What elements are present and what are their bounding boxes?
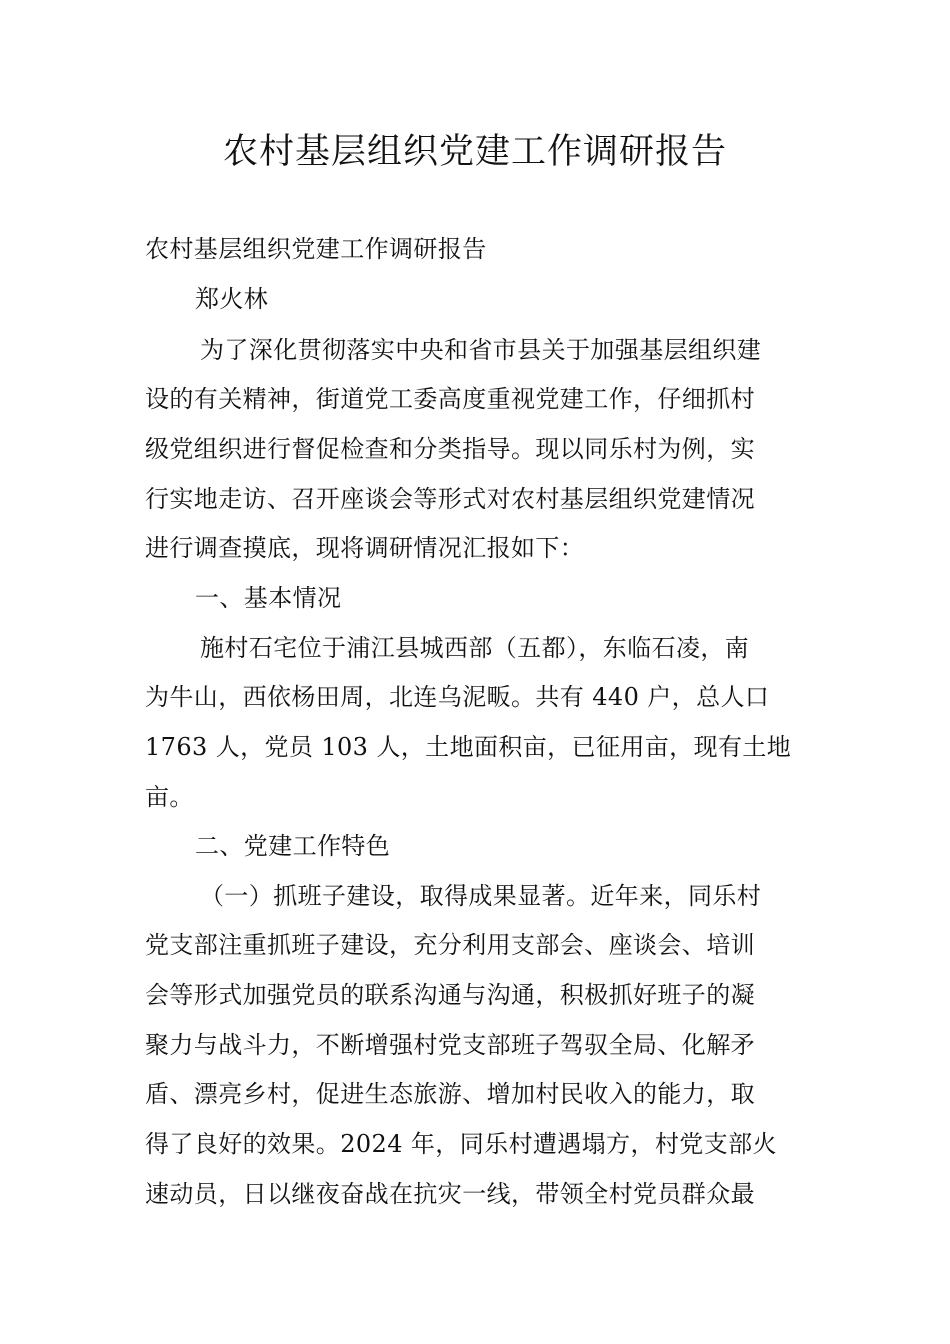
section1-line: 施村石宅位于浦江县城西部（五都），东临石凌，南 [200, 634, 750, 662]
intro-line: 设的有关精神，街道党工委高度重视党建工作，仔细抓村 [145, 385, 755, 413]
section2-line: 得了良好的效果。2024 年，同乐村遭遇塌方，村党支部火 [145, 1130, 777, 1158]
intro-line: 行实地走访、召开座谈会等形式对农村基层组织党建情况 [145, 485, 755, 513]
section-heading-basic: 一、基本情况 [195, 584, 342, 612]
section2-line: 速动员，日以继夜奋战在抗灾一线，带领全村党员群众最 [145, 1180, 755, 1208]
section2-line: 会等形式加强党员的联系沟通与沟通，积极抓好班子的凝 [145, 981, 755, 1009]
section2-line: 聚力与战斗力，不断增强村党支部班子驾驭全局、化解矛 [145, 1031, 755, 1059]
document-title: 农村基层组织党建工作调研报告 [222, 132, 727, 172]
section1-line: 1763 人，党员 103 人，土地面积亩，已征用亩，现有土地 [145, 733, 792, 761]
intro-line: 级党组织进行督促检查和分类指导。现以同乐村为例，实 [145, 435, 755, 463]
intro-line: 为了深化贯彻落实中央和省市县关于加强基层组织建 [200, 336, 762, 364]
author-name: 郑火林 [195, 285, 269, 313]
section-heading-features: 二、党建工作特色 [195, 832, 391, 860]
section2-line: 党支部注重抓班子建设，充分利用支部会、座谈会、培训 [145, 931, 755, 959]
section2-line: （一）抓班子建设，取得成果显著。近年来，同乐村 [200, 882, 762, 910]
section1-line: 为牛山，西依杨田周，北连乌泥畈。共有 440 户，总人口 [145, 683, 770, 711]
document-subtitle: 农村基层组织党建工作调研报告 [145, 235, 487, 263]
section1-line: 亩。 [145, 783, 194, 811]
section2-line: 盾、漂亮乡村，促进生态旅游、增加村民收入的能力，取 [145, 1080, 755, 1108]
intro-line: 进行调查摸底，现将调研情况汇报如下： [145, 534, 585, 562]
